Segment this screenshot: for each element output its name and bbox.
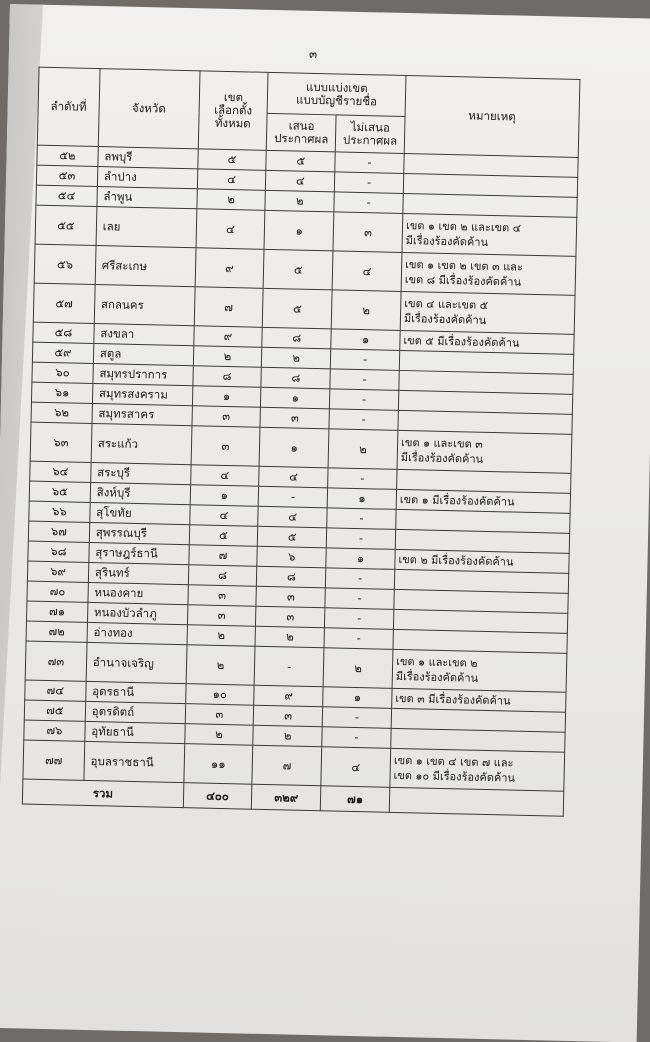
remark: เขต ๑ มีเรื่องร้องคัดค้าน [396, 489, 570, 513]
total-districts: ๒ [187, 625, 256, 647]
not-present-count: ๒ [331, 290, 401, 331]
province-name: สุรินทร์ [88, 562, 188, 584]
total-districts: ๒ [193, 346, 262, 368]
present-count: ๒ [265, 190, 334, 212]
election-results-table [22, 67, 581, 817]
present-count: ๕ [258, 526, 327, 548]
present-count: ๑ [261, 387, 330, 409]
not-present-count: - [326, 528, 395, 550]
row-number: ๕๓ [36, 165, 97, 186]
not-present-count: ๔ [332, 251, 402, 292]
present-count: ๕ [266, 150, 335, 172]
row-number: ๕๙ [32, 342, 93, 363]
not-present-count: - [330, 349, 399, 371]
not-present-count: ๒ [323, 648, 393, 689]
province-name: อุตรดิตถ์ [85, 701, 185, 723]
present-count: ๒ [255, 626, 324, 648]
present-count: ๔ [266, 170, 335, 192]
row-number: ๗๐ [27, 581, 88, 602]
province-name: สงขลา [94, 323, 194, 345]
row-number: ๗๗ [23, 740, 85, 780]
remark: เขต ๑ เขต ๒ และเขต ๔ มีเรื่องร้องคัดค้าน [402, 213, 577, 256]
header-no: ลำดับที่ [37, 67, 100, 146]
present-count: ๘ [261, 367, 330, 389]
province-name: สมุทรสงคราม [92, 383, 192, 405]
total-districts: ๓ [191, 426, 261, 467]
total-districts: ๓ [188, 585, 257, 607]
row-number: ๗๒ [26, 621, 87, 642]
not-present-count: - [325, 588, 394, 610]
row-number: ๗๑ [27, 601, 88, 622]
row-number: ๖๖ [29, 501, 90, 522]
province-name: ศรีสะเกษ [95, 246, 196, 287]
total-districts: ๙ [193, 326, 262, 348]
total-districts: ๑ [192, 386, 261, 408]
total-districts: ๒ [184, 724, 253, 746]
total-districts: ๒ [186, 645, 256, 686]
present-count: ๒ [262, 347, 331, 369]
province-name: หนองบัวลำภู [87, 602, 187, 624]
remark: เขต ๑ และเขต ๒ มีเรื่องร้องคัดค้าน [392, 649, 567, 692]
present-count: ๑ [259, 427, 329, 468]
header-note: หมายเหตุ [404, 76, 580, 158]
header-group-text: แบบแบ่งเขต แบบบัญชีรายชื่อ [295, 79, 378, 109]
province-name: สุราษฎร์ธานี [89, 542, 189, 564]
present-count: ๗ [252, 745, 322, 786]
present-count: ๔ [258, 506, 327, 528]
header-province: จังหวัด [98, 69, 200, 149]
not-present-count: - [334, 172, 403, 194]
row-number: ๗๕ [24, 700, 85, 721]
remark: เขต ๓ มีเรื่องร้องคัดค้าน [392, 688, 566, 712]
summary-label: รวม [22, 779, 183, 808]
remark: เขต ๑ เขต ๔ เขต ๗ และ เขต ๑๐ มีเรื่องร้องคัดค้าน [390, 748, 565, 791]
province-name: สุโขทัย [90, 502, 190, 524]
total-districts: ๘ [188, 565, 257, 587]
row-number: ๖๕ [29, 481, 90, 502]
present-count: ๙ [254, 685, 323, 707]
header-total [198, 71, 269, 151]
not-present-count: ๑ [323, 687, 392, 709]
row-number: ๗๔ [25, 680, 86, 701]
header-present [267, 113, 337, 152]
not-present-count: - [326, 568, 395, 590]
total-districts: ๗ [188, 545, 257, 567]
total-districts: ๔ [196, 209, 266, 250]
total-districts: ๕ [189, 525, 258, 547]
present-count: ๓ [260, 407, 329, 429]
total-districts: ๙ [195, 248, 265, 289]
remark: เขต ๕ มีเรื่องร้องคัดค้าน [400, 330, 574, 354]
remark: เขต ๑ เขต ๒ เขต ๓ และ เขต ๘ มีเรื่องร้องคัดค้าน [401, 252, 576, 295]
province-name: อุทัยธานี [85, 721, 185, 743]
present-count: ๓ [254, 705, 323, 727]
total-districts: ๓ [187, 605, 256, 627]
province-name: สุพรรณบุรี [89, 522, 189, 544]
present-count: ๔ [259, 466, 328, 488]
row-number: ๖๑ [31, 382, 92, 403]
row-number: ๕๖ [34, 244, 96, 284]
province-name: ลพบุรี [98, 147, 198, 169]
row-number: ๖๒ [31, 402, 92, 423]
present-count: ๕ [263, 288, 333, 329]
present-count: ๘ [262, 327, 331, 349]
present-count: ๑ [264, 210, 334, 251]
total-districts: ๔ [190, 465, 259, 487]
row-number: ๖๘ [28, 541, 89, 562]
province-name: หนองคาย [88, 582, 188, 604]
not-present-count: ๔ [321, 747, 391, 788]
present-count: ๕ [263, 249, 333, 290]
row-number: ๕๘ [33, 322, 94, 343]
page-number: ๓ [308, 46, 318, 61]
total-districts: ๗ [194, 287, 264, 328]
not-present-count: - [328, 468, 397, 490]
not-present-count: - [322, 727, 391, 749]
province-name: ลำปาง [97, 167, 197, 189]
total-districts: ๑ [190, 485, 259, 507]
row-number: ๕๗ [33, 283, 95, 323]
not-present-count: - [335, 152, 404, 174]
table-body [23, 145, 578, 791]
header-not-present-text: ไม่เสนอ ประกาศผล [342, 119, 398, 148]
total-districts: ๑๑ [183, 744, 253, 785]
present-count: ๘ [257, 566, 326, 588]
total-districts: ๘ [192, 366, 261, 388]
province-name: สิงห์บุรี [90, 482, 190, 504]
total-districts: ๑๐ [185, 684, 254, 706]
row-number: ๖๓ [30, 422, 92, 462]
province-name: สระบุรี [90, 462, 190, 484]
province-name: อุบลราชธานี [84, 741, 185, 782]
summary-present: ๓๒๙ [252, 784, 321, 811]
province-name: อุดรธานี [85, 681, 185, 703]
summary-total: ๔๐๐ [183, 783, 252, 810]
not-present-count: ๑ [331, 329, 400, 351]
province-name: สมุทรสาคร [92, 403, 192, 425]
not-present-count: - [324, 628, 393, 650]
not-present-count: - [327, 508, 396, 530]
row-number: ๖๙ [27, 561, 88, 582]
header-present-text: เสนอ ประกาศผล [274, 118, 329, 147]
not-present-count: ๓ [333, 212, 403, 253]
province-name: สระแก้ว [91, 423, 192, 464]
present-count: ๓ [256, 586, 325, 608]
row-number: ๕๒ [37, 145, 98, 166]
not-present-count: ๑ [326, 548, 395, 570]
total-districts: ๕ [197, 149, 266, 171]
present-count: ๒ [253, 725, 322, 747]
total-districts: ๓ [185, 704, 254, 726]
total-districts: ๔ [189, 505, 258, 527]
row-number: ๕๔ [36, 185, 97, 206]
province-name: สกลนคร [94, 284, 195, 325]
province-name: อ่างทอง [87, 622, 187, 644]
summary-note [389, 787, 564, 816]
province-name: เลย [96, 207, 197, 248]
row-number: ๗๓ [25, 641, 87, 681]
document-page [0, 4, 650, 1042]
province-name: สมุทรปราการ [93, 363, 193, 385]
present-count: ๓ [256, 606, 325, 628]
row-number: ๖๔ [30, 461, 91, 482]
not-present-count: - [322, 707, 391, 729]
province-name: สตูล [93, 343, 193, 365]
row-number: ๕๕ [35, 205, 97, 245]
not-present-count: - [329, 409, 398, 431]
not-present-count: - [325, 608, 394, 630]
total-districts: ๓ [192, 406, 261, 428]
present-count: - [259, 486, 328, 508]
not-present-count: - [334, 192, 403, 214]
present-count: - [254, 646, 324, 687]
row-number: ๖๗ [28, 521, 89, 542]
province-name: ลำพูน [97, 187, 197, 209]
summary-not-present: ๗๑ [320, 786, 389, 813]
row-number: ๗๖ [24, 720, 85, 741]
province-name: อำนาจเจริญ [86, 642, 187, 683]
header-total-text: เขต เลือกตั้ง ทั้งหมด [213, 89, 253, 131]
row-number: ๖๐ [32, 362, 93, 383]
remark: เขต ๑ และเขต ๓ มีเรื่องร้องคัดค้าน [397, 430, 572, 473]
not-present-count: ๒ [328, 429, 398, 470]
header-not-present [335, 115, 405, 154]
present-count: ๖ [257, 546, 326, 568]
total-districts: ๒ [196, 189, 265, 211]
not-present-count: ๑ [327, 488, 396, 510]
remark: เขต ๒ มีเรื่องร้องคัดค้าน [395, 549, 569, 573]
header-group [267, 72, 406, 116]
not-present-count: - [330, 389, 399, 411]
remark: เขต ๔ และเขต ๕ มีเรื่องร้องคัดค้าน [400, 291, 575, 334]
not-present-count: - [330, 369, 399, 391]
total-districts: ๔ [197, 169, 266, 191]
